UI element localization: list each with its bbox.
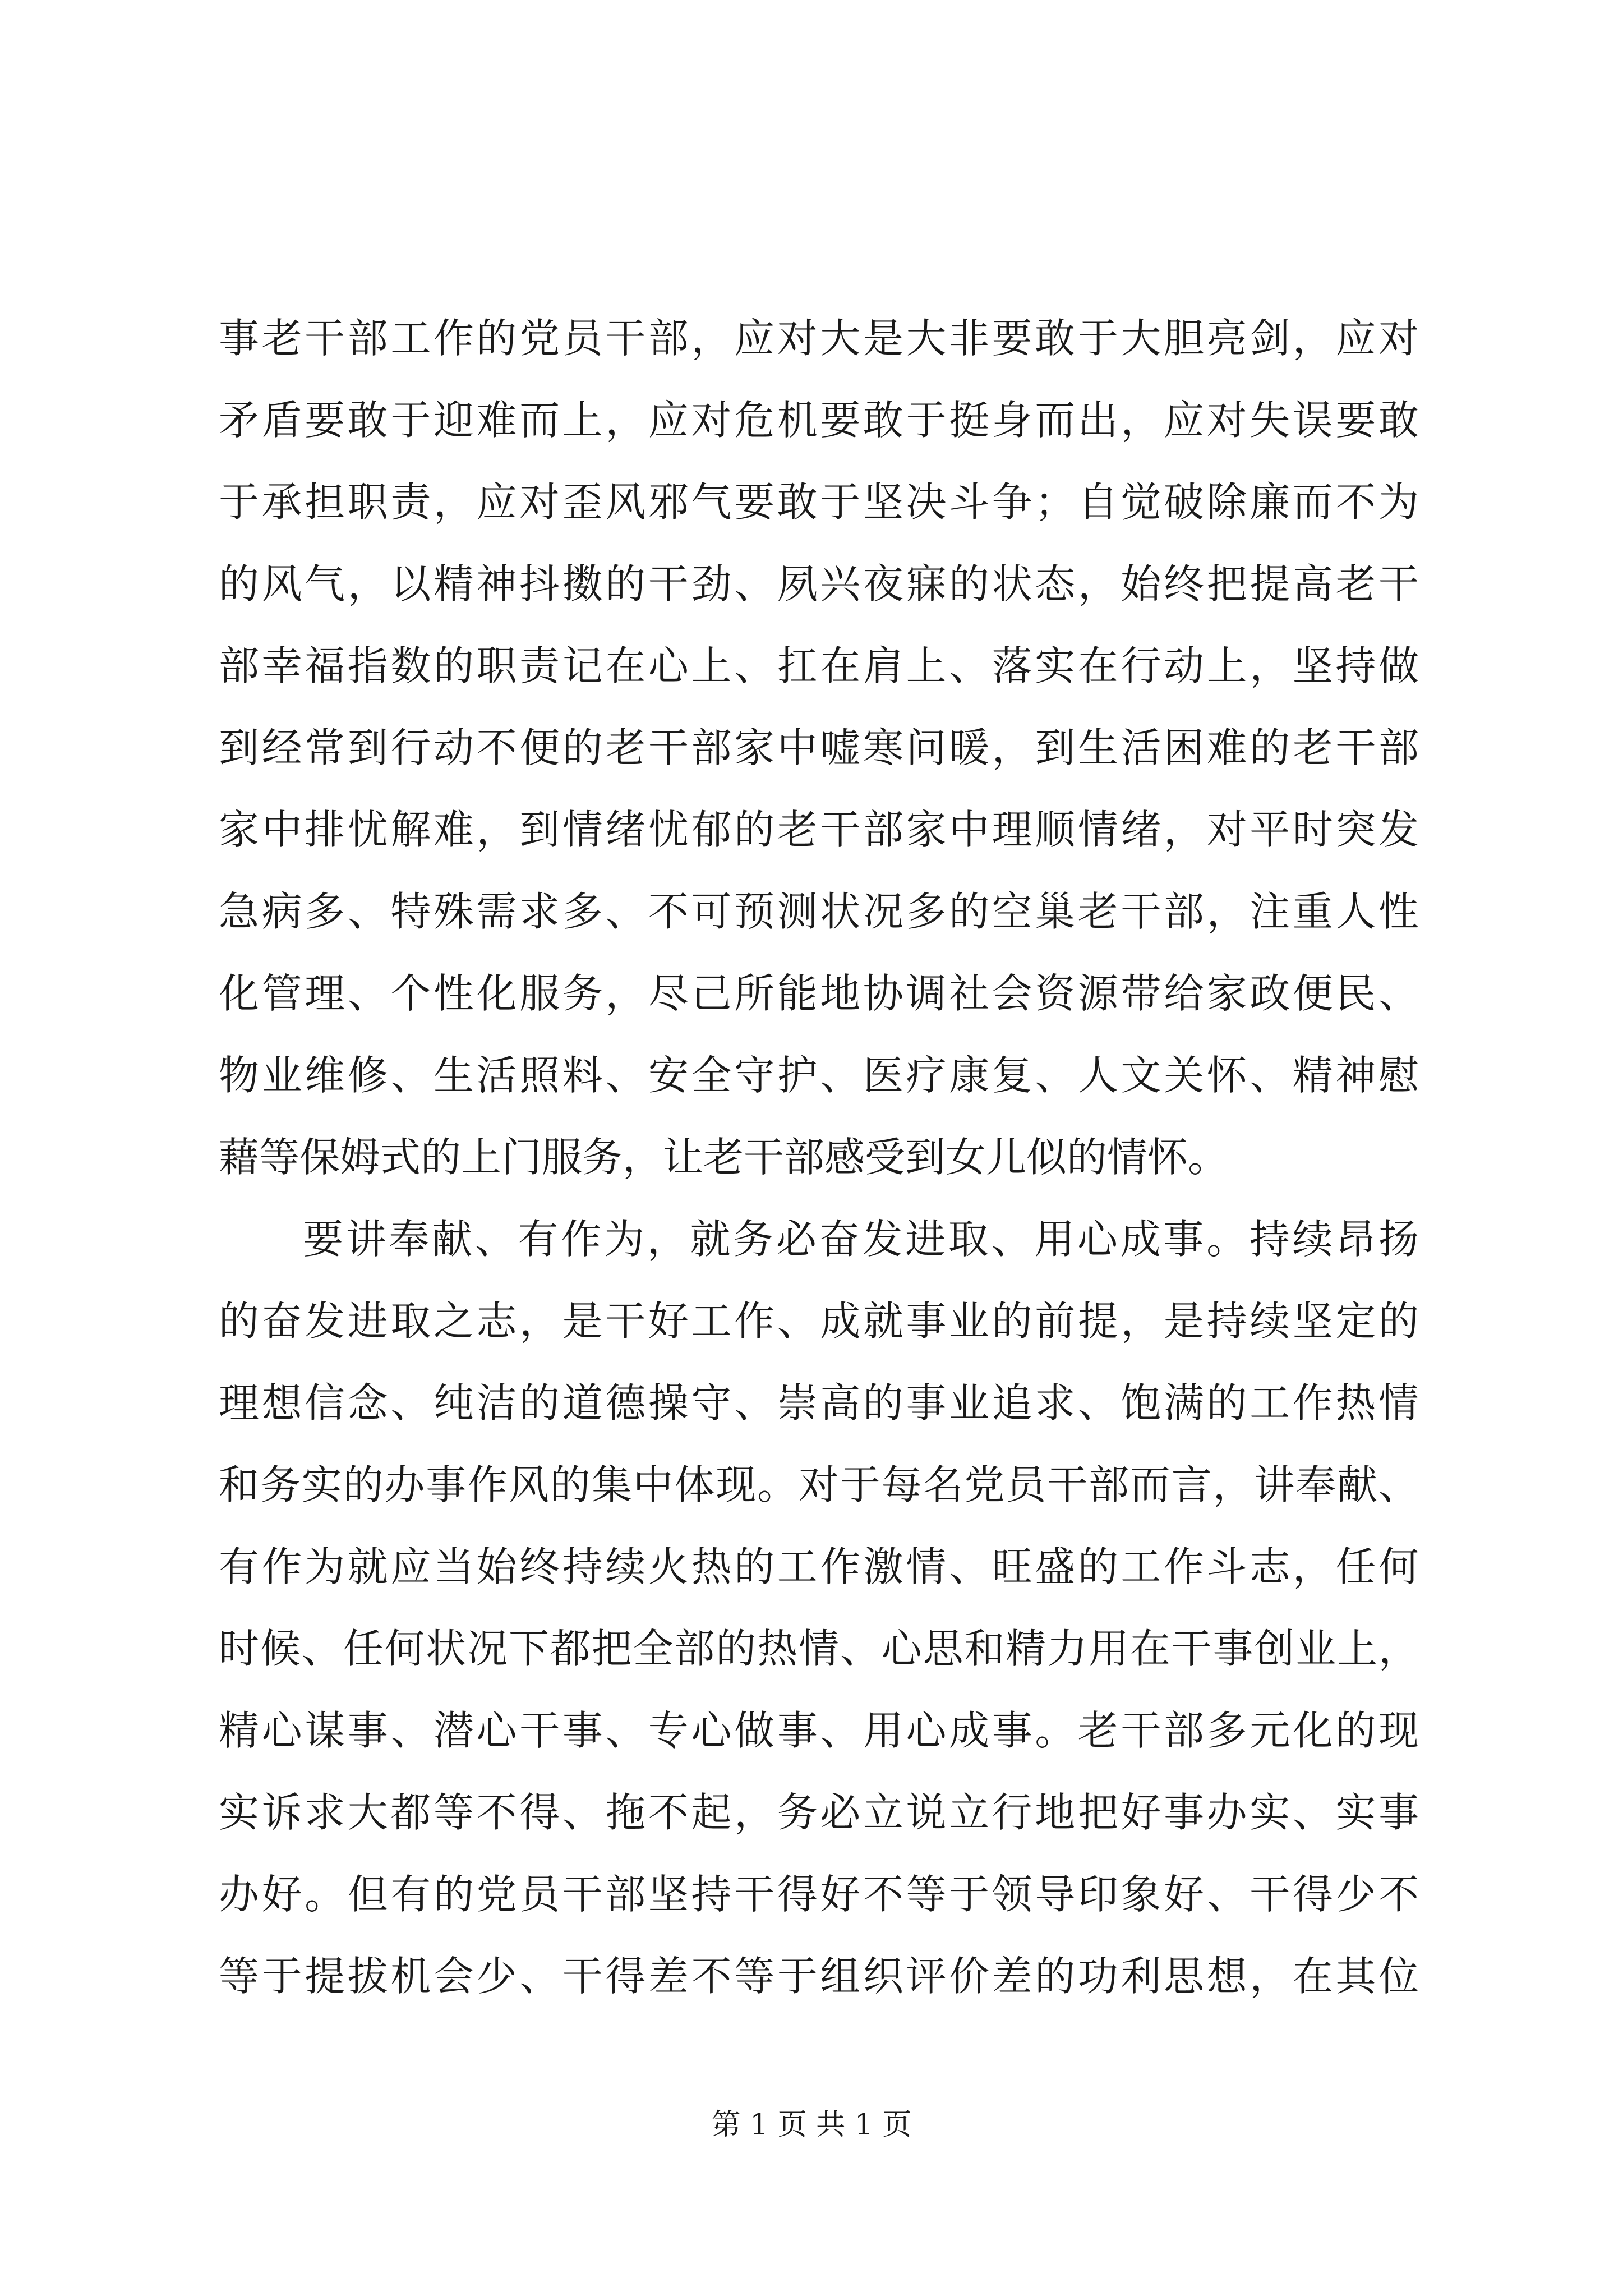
text-line-13: 的奋发进取之志，是干好工作、成就事业的前提，是持续坚定的	[219, 1297, 1419, 1345]
text-line-10: 物业维修、生活照料、安全守护、医疗康复、人文关怀、精神慰	[219, 1052, 1419, 1099]
text-line-2: 矛盾要敢于迎难而上，应对危机要敢于挺身而出，应对失误要敢	[219, 397, 1419, 444]
text-line-19: 实诉求大都等不得、拖不起，务必立说立行地把好事办实、实事	[219, 1789, 1419, 1836]
text-line-7: 家中排忧解难，到情绪忧郁的老干部家中理顺情绪，对平时突发	[219, 806, 1419, 853]
text-line-5: 部幸福指数的职责记在心上、扛在肩上、落实在行动上，坚持做	[219, 642, 1419, 689]
text-line-11: 藉等保姆式的上门服务，让老干部感受到女儿似的情怀。	[219, 1134, 1229, 1181]
text-line-8: 急病多、特殊需求多、不可预测状况多的空巢老干部，注重人性	[219, 888, 1419, 935]
text-line-1: 事老干部工作的党员干部，应对大是大非要敢于大胆亮剑，应对	[219, 315, 1419, 362]
text-line-12: 要讲奉献、有作为，就务必奋发进取、用心成事。持续昂扬	[303, 1216, 1419, 1263]
text-line-18: 精心谋事、潜心干事、专心做事、用心成事。老干部多元化的现	[219, 1707, 1419, 1754]
text-line-21: 等于提拔机会少、干得差不等于组织评价差的功利思想，在其位	[219, 1953, 1419, 2000]
text-line-16: 有作为就应当始终持续火热的工作激情、旺盛的工作斗志，任何	[219, 1543, 1419, 1590]
text-line-6: 到经常到行动不便的老干部家中嘘寒问暖，到生活困难的老干部	[219, 724, 1419, 771]
text-line-3: 于承担职责，应对歪风邪气要敢于坚决斗争；自觉破除廉而不为	[219, 478, 1419, 526]
text-line-9: 化管理、个性化服务，尽己所能地协调社会资源带给家政便民、	[219, 970, 1419, 1017]
text-line-14: 理想信念、纯洁的道德操守、崇高的事业追求、饱满的工作热情	[219, 1379, 1419, 1427]
body-text	[219, 297, 1419, 2017]
text-line-15: 和务实的办事作风的集中体现。对于每名党员干部而言，讲奉献、	[219, 1461, 1419, 1508]
text-line-20: 办好。但有的党员干部坚持干得好不等于领导印象好、干得少不	[219, 1871, 1419, 1918]
page-footer: 第 1 页 共 1 页	[711, 2108, 912, 2142]
text-line-4: 的风气，以精神抖擞的干劲、夙兴夜寐的状态，始终把提高老干	[219, 560, 1419, 608]
text-line-17: 时候、任何状况下都把全部的热情、心思和精力用在干事创业上，	[219, 1625, 1419, 1672]
